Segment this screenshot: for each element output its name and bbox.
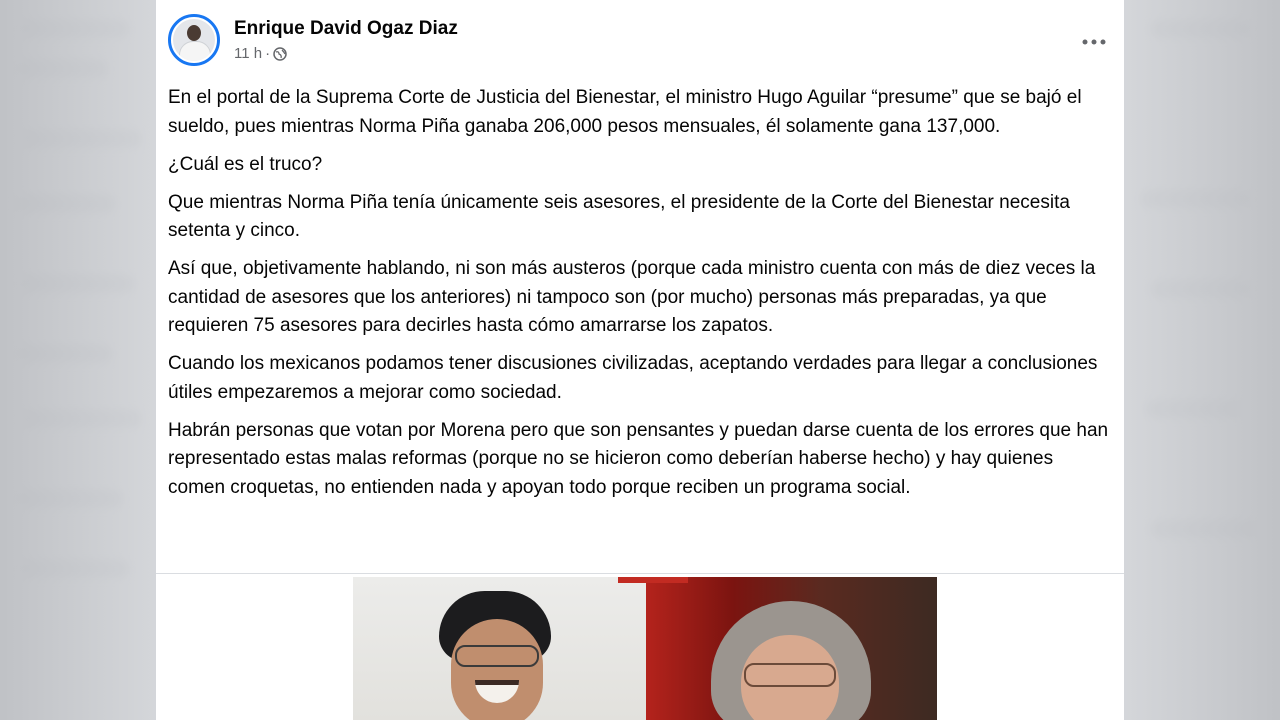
post-paragraph: Que mientras Norma Piña tenía únicamente seis asesores, el presidente de la Corte del Bienestar necesita setenta y cinco.	[168, 191, 1070, 241]
media-divider	[156, 573, 1124, 574]
post-meta	[234, 45, 287, 62]
photo-woman	[646, 577, 937, 720]
post-paragraph: Cuando los mexicanos podamos tener discusiones civilizadas, aceptando verdades para llegar a conclusiones útiles empezaremos a mejorar como sociedad.	[168, 353, 1098, 403]
post-text	[168, 84, 1113, 512]
more-options-icon[interactable]	[1080, 28, 1108, 56]
author-avatar[interactable]	[168, 14, 220, 66]
post-paragraph: Así que, objetivamente hablando, ni son más austeros (porque cada ministro cuenta con más de diez veces la cantidad de asesores que los anteriores) ni tampoco son (por mucho) personas más preparadas, ya que requieren 75 asesores para decirles hasta cómo amarrarse los zapatos.	[168, 258, 1096, 336]
image-accent-band	[618, 577, 688, 583]
post-paragraph: ¿Cuál es el truco?	[168, 153, 323, 175]
post-image[interactable]	[353, 577, 937, 720]
post-paragraph: En el portal de la Suprema Corte de Justicia del Bienestar, el ministro Hugo Aguilar “presume” que se bajó el sueldo, pues mientras Norma Piña ganaba 206,000 pesos mensuales, él solamente gana 137,000.	[168, 87, 1082, 137]
post-card	[156, 0, 1124, 720]
globe-icon	[273, 47, 287, 61]
photo-man	[353, 577, 646, 720]
post-time[interactable]: 11 h	[234, 45, 263, 62]
meta-separator: ·	[265, 45, 271, 62]
avatar-photo	[173, 19, 215, 61]
post-paragraph: Habrán personas que votan por Morena pero que son pensantes y puedan darse cuenta de los errores que han representado estas malas reformas (porque no se hicieron como deberían haberse hecho) y hay quienes comen croquetas, no entienden nada y apoyan todo porque reciben un programa social.	[168, 419, 1109, 498]
author-name[interactable]: Enrique David Ogaz Diaz	[234, 18, 458, 39]
post-header	[168, 14, 1112, 70]
